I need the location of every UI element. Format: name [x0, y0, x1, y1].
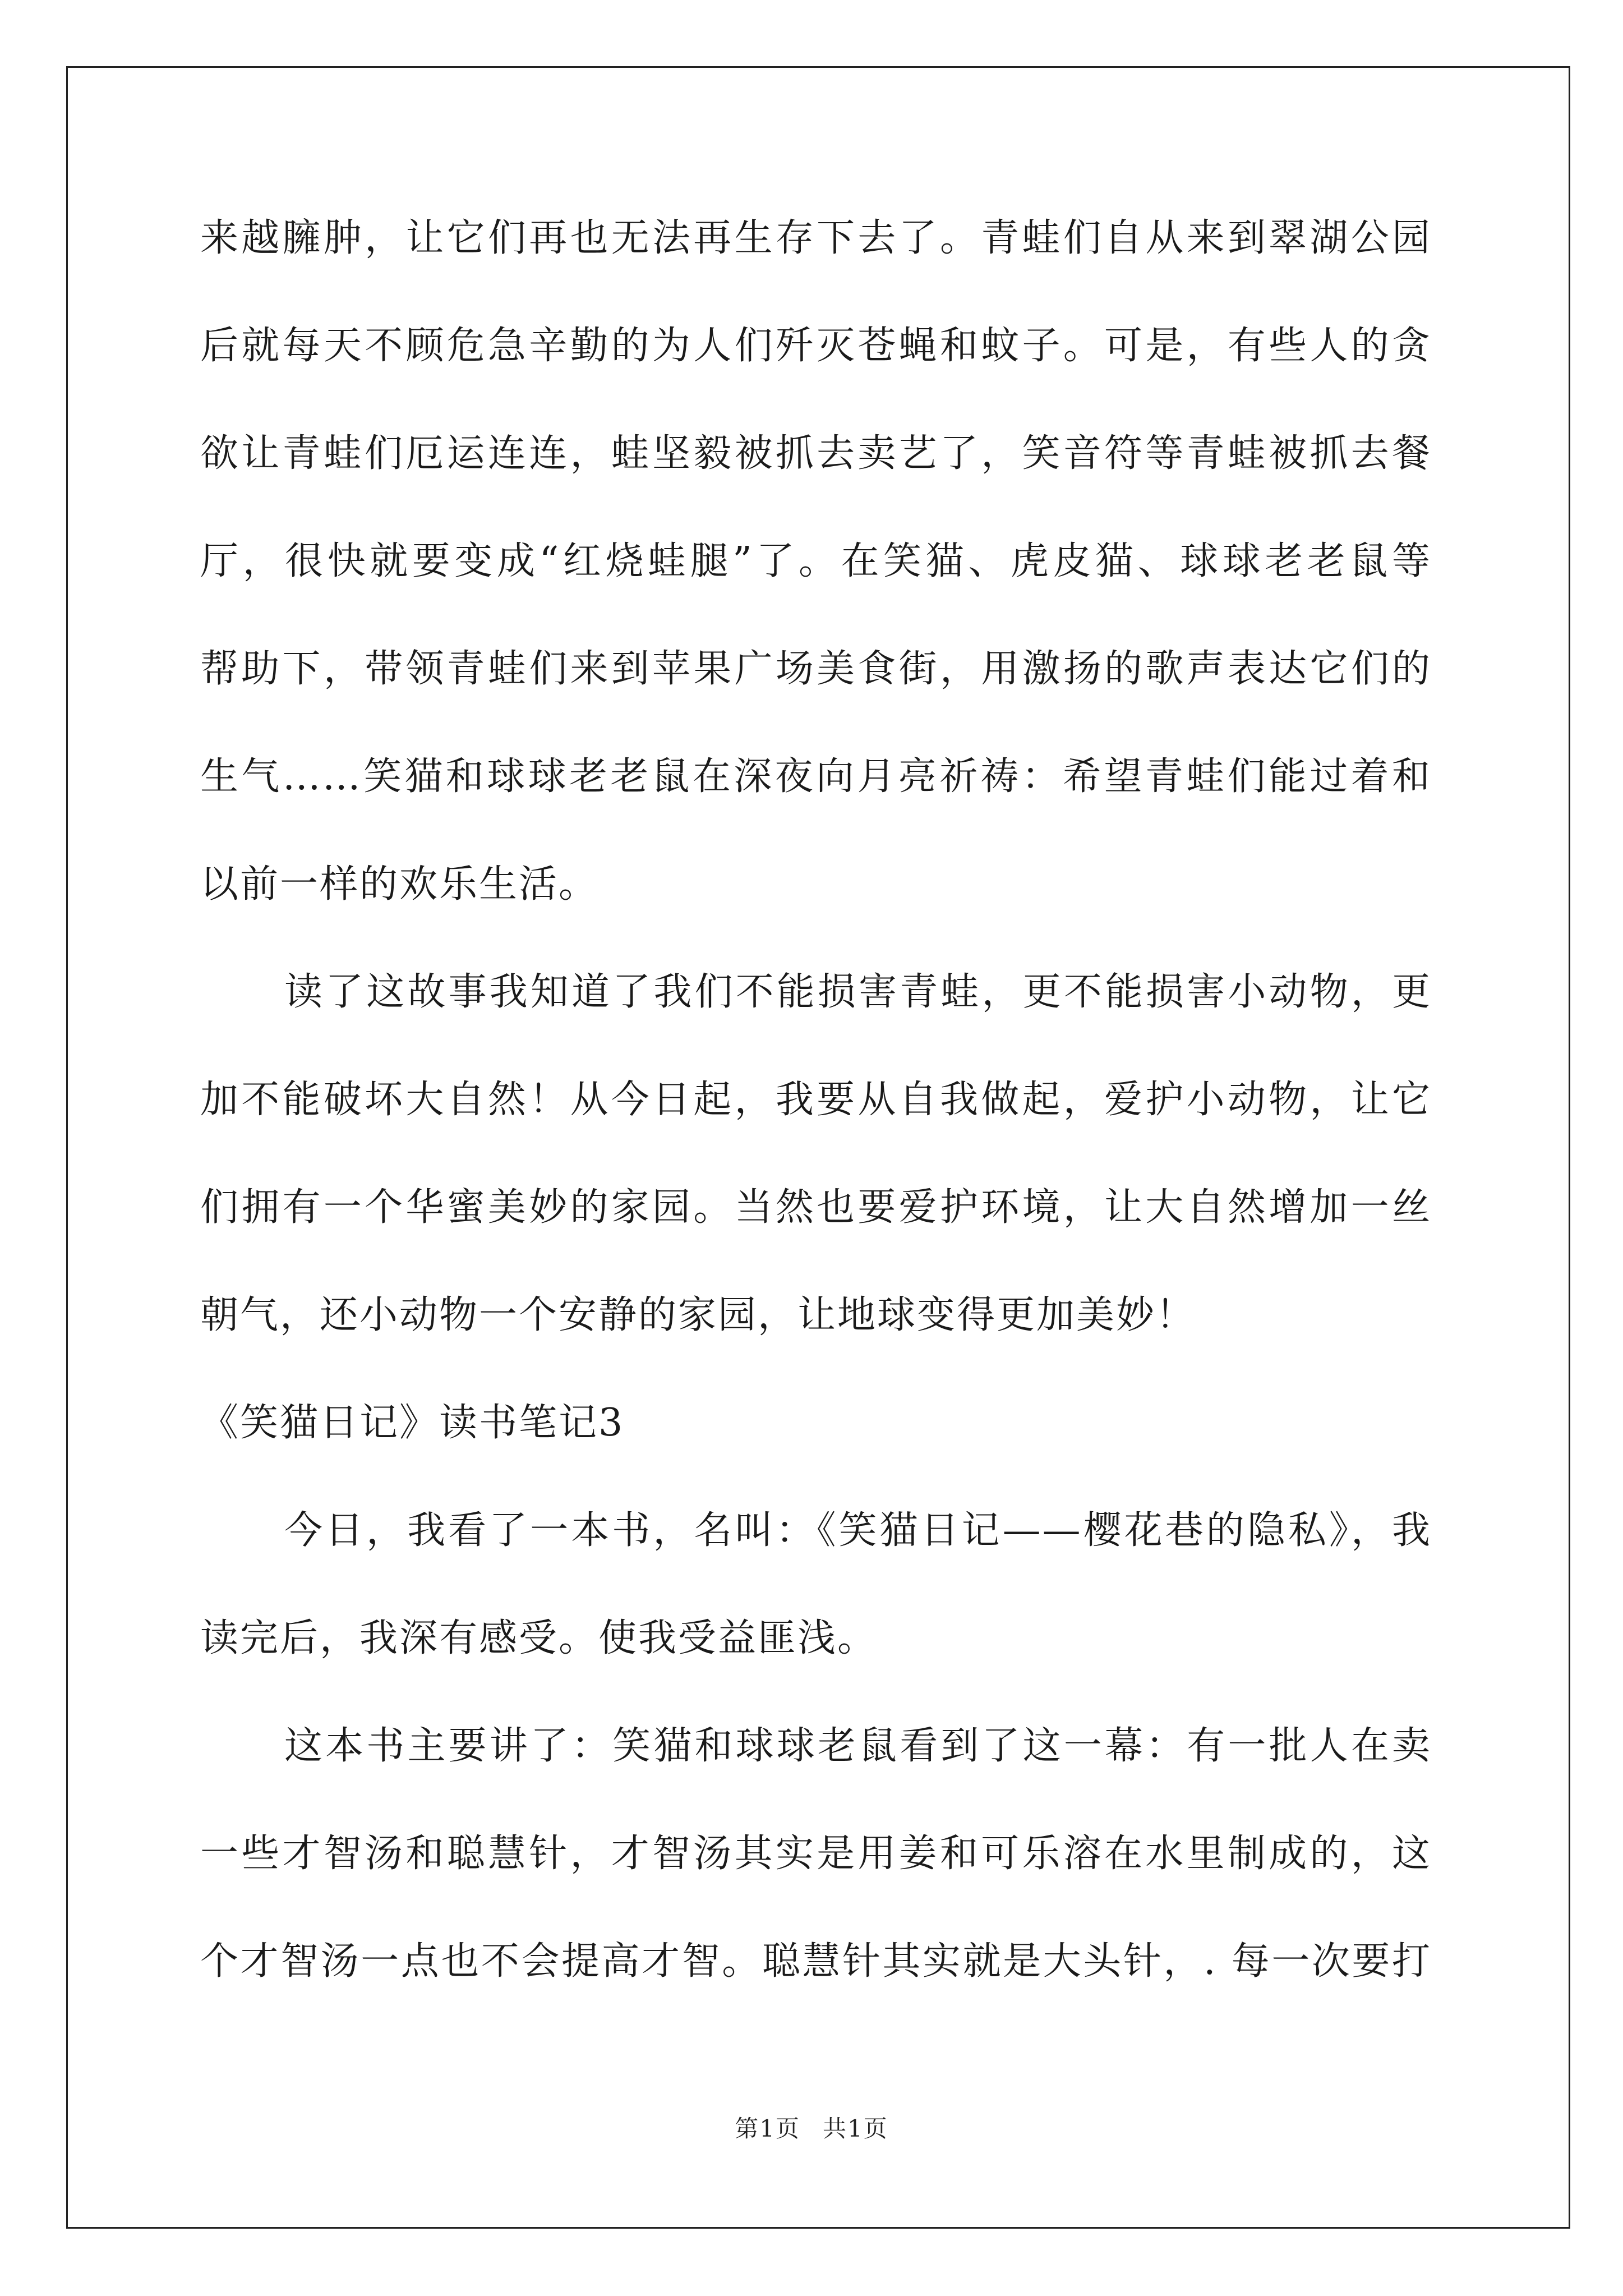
- section-heading: 《笑猫日记》读书笔记3: [200, 1401, 625, 1445]
- text-line: 加不能破坏大自然！从今日起，我要从自我做起，爱护小动物，让它: [200, 1078, 1432, 1122]
- text-line: 厅，很快就要变成“红烧蛙腿”了。在笑猫、虎皮猫、球球老老鼠等: [200, 539, 1432, 583]
- text-line: 后就每天不顾危急辛勤的为人们歼灭苍蝇和蚊子。可是，有些人的贪: [200, 324, 1432, 368]
- text-line: 以前一样的欢乐生活。: [200, 862, 599, 907]
- page-footer: [0, 2115, 1623, 2143]
- text-line: 朝气，还小动物一个安静的家园，让地球变得更加美妙！: [200, 1293, 1196, 1337]
- text-line: 帮助下，带领青蛙们来到苹果广场美食街，用激扬的歌声表达它们的: [200, 647, 1432, 691]
- document-body: [200, 216, 1432, 2047]
- text-line: 今日，我看了一本书，名叫：《笑猫日记——樱花巷的隐私》，我: [284, 1508, 1432, 1553]
- page-total: 共1页: [823, 2115, 888, 2142]
- page-number: 第1页: [735, 2115, 800, 2142]
- text-line: 欲让青蛙们厄运连连，蛙坚毅被抓去卖艺了，笑音符等青蛙被抓去餐: [200, 431, 1432, 476]
- text-line: 读完后，我深有感受。使我受益匪浅。: [200, 1616, 878, 1660]
- text-line: 读了这故事我知道了我们不能损害青蛙，更不能损害小动物，更: [284, 970, 1432, 1014]
- text-line: 个才智汤一点也不会提高才智。聪慧针其实就是大头针，. 每一次要打: [200, 1939, 1432, 1984]
- text-line: 生气……笑猫和球球老老鼠在深夜向月亮祈祷：希望青蛙们能过着和: [200, 754, 1432, 799]
- text-line: 来越臃肿，让它们再也无法再生存下去了。青蛙们自从来到翠湖公园: [200, 216, 1432, 260]
- text-line: 这本书主要讲了：笑猫和球球老鼠看到了这一幕：有一批人在卖: [284, 1724, 1432, 1768]
- text-line: 们拥有一个华蜜美妙的家园。当然也要爱护环境，让大自然增加一丝: [200, 1185, 1432, 1230]
- text-line: 一些才智汤和聪慧针，才智汤其实是用姜和可乐溶在水里制成的，这: [200, 1832, 1432, 1876]
